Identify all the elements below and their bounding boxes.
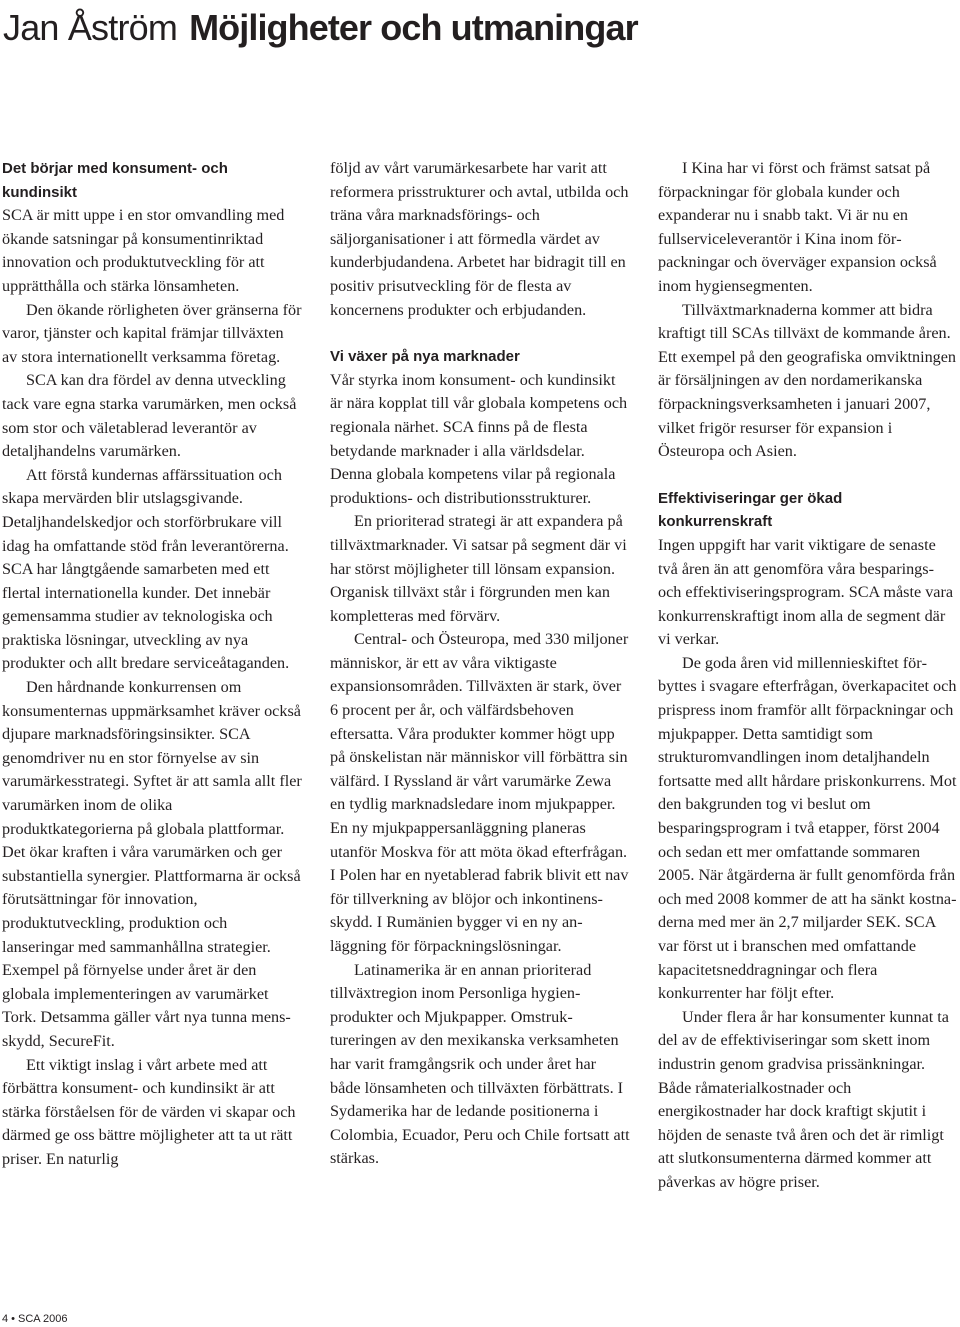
column-1 <box>2 157 302 1172</box>
paragraph: Att förstå kundernas affärssituation och skapa mervärden blir utslagsgivande. Detaljhandelskedjor och storförbrukare vill idag ha omfattande stöd från leverantörerna. SCA har långtgående samarbeten med ett flertal internationella kunder. Det innebär gemensamma studier av teknologiska och praktiska lösningar, utveckling av nya produkter och allt bredare serviceåtaganden. <box>2 465 290 673</box>
section-heading: Det börjar med konsument- och kundinsikt <box>2 160 228 201</box>
paragraph: Latinamerika är en annan prioriterad tillväxtregion inom Personliga hygienprodukter och Mjukpapper. Omstruktureringen av den mexikanska verksamheten har varit framgångsrik och under året har både lönsamheten och tillväxten förbättrats. I Sydamerika har de ledande positionerna i Colombia, Ecuador, Peru och Chile fortsatt att stärkas. <box>330 960 630 1168</box>
page-footer <box>2 1312 68 1326</box>
bullet-separator: • <box>11 1313 15 1325</box>
paragraph: Under flera år har konsumenter kunnat ta del av de effektiviseringar som skett inom industrin genom gradvisa prissänkningar. Både råmaterialkostnader och energikostnader har dock kraftigt skjutit i höjden de senaste två åren och det är rimligt att slutkonsumenterna därmed kommer att påverkas av högre priser. <box>658 1007 949 1191</box>
paragraph: Tillväxtmarknaderna kommer att bidra kraftigt till SCAs tillväxt de kommande åren. Ett exempel på den geografiska omviktningen är försäljningen av den nordamerikanska förpackningsverksamheten i januari 2007, vilket frigör resurser för expansion i Östeuropa och Asien. <box>658 300 957 461</box>
paragraph: En prioriterad strategi är att expandera på tillväxtmarknader. Vi satsar på segment där vi har störst möjligheter till lönsam expansion. Organisk tillväxt står i förgrunden men kan kompletteras med förvärv. <box>330 512 627 625</box>
paragraph: Ett viktigt inslag i vårt arbete med att förbättra konsument- och kundinsikt är att stärka förståelsen för de värden vi skapar och därmed ge oss bättre möjligheter att ta ut rätt priser. En naturlig <box>2 1055 296 1168</box>
paragraph: De goda åren vid millennieskiftet förbyttes i svagare efterfrågan, överkapacitet och prispress inom framför allt förpackningar och mjukpapper. Detta samtidigt som strukturomvandlingen inom detaljhandeln fortsatte med allt hårdare priskonkurrens. Mot den bakgrunden tog vi beslut om besparingsprogram i två etapper, först 2004 och sedan ett mer omfattande sommaren 2005. När åtgärderna är fullt genomförda från och med 2008 kommer de att ha sänkt kostnaderna med mer än 2,7 miljarder SEK. SCA var först ut i branschen med omfattande kapacitetsneddragningar och flera konkurrenter har följt efter. <box>658 653 957 1003</box>
page-title: Möjligheter och utmaningar <box>189 7 638 48</box>
paragraph: Vår styrka inom konsument- och kundinsikt är nära kopplat till vår globala kompetens och regionala närhet. SCA finns på de flesta betydande marknader i alla världsdelar. Denna globala kompetens vilar på regionala produktions- och distributionsstrukturer. <box>330 370 628 507</box>
paragraph: Central- och Östeuropa, med 330 miljoner människor, är ett av våra viktigaste expansionsområden. Tillväxten är stark, över 6 procent per år, och välfärdsbehoven eftersatta. Våra produkter kommer högt upp på önskelistan när människor vill förbättra sin välfärd. I Ryssland är vårt varumärke Zewa en tydlig marknadsledare inom mjukpapper. En ny mjukpappersanläggning planeras utanför Moskva för att möta ökad efterfrågan. I Polen har en nyetablerad fabrik blivit ett nav för tillverkning av blöjor och inkontinensskydd. I Rumänien bygger vi en ny anläggning för förpackningslösningar. <box>330 630 629 955</box>
paragraph: Den ökande rörligheten över gränserna för varor, tjänster och kapital främjar tillväxten av stora internationellt verksamma företag. <box>2 300 302 366</box>
paragraph: Den hårdnande konkurrensen om konsumenternas uppmärksamhet kräver också djupare marknadsföringsinsikter. SCA genomdriver nu en stor förnyelse av sin varumärkesstrategi. Syftet är att samla allt fler varumärken inom de olika produktkategorierna på globala plattformar. Det ökar kraften i våra varumärken och ger substantiella synergier. Plattformarna är också förutsättningar för innovation, produktutveckling, produktion och lanseringar med sammanhållna strategier. Exempel på förnyelse under året är den globala implementeringen av varumärket Tork. Detsamma gäller vårt nya tunna mensskydd, SecureFit. <box>2 678 302 1050</box>
column-2 <box>330 157 630 1171</box>
paragraph: Ingen uppgift har varit viktigare de senaste två åren än att genomföra våra besparings- och effektiviseringsprogram. SCA måste vara konkurrenskraftigt inom alla de segment där vi verkar. <box>658 535 954 649</box>
section-heading: Vi växer på nya marknader <box>330 348 520 366</box>
paragraph: SCA kan dra fördel av denna utveckling tack vare egna starka varumärken, men också som stor och väletablerad leverantör av detaljhandelns varumärken. <box>2 371 297 461</box>
section-heading: Effektiviseringar ger ökad konkurrenskraft <box>658 489 843 531</box>
author-name: Jan Åström <box>3 7 178 48</box>
page-number: 4 <box>2 1313 9 1325</box>
page-header <box>3 6 638 50</box>
publication-name: SCA 2006 <box>17 1313 68 1325</box>
paragraph: I Kina har vi först och främst satsat på förpackningar för globala kunder och expanderar nu i snabb takt. Vi är nu en fullserviceleverantör i Kina inom förpackningar och överväger expansion också inom hygiensegmenten. <box>658 159 937 295</box>
column-3 <box>658 157 958 1195</box>
paragraph: SCA är mitt uppe i en stor omvandling med ökande satsningar på konsumentinriktad innovation och produktutveckling för att upprätthålla och stärka lönsamheten. <box>2 206 285 295</box>
paragraph: följd av vårt varumärkesarbete har varit att reformera prisstrukturer och avtal, utbilda och träna våra marknadsförings- och säljorganisationer i att förmedla värdet av kunderbjudandena. Arbetet har bidragit till en positiv prisutveckling för de flesta av koncernens produkter och erbjudanden. <box>330 159 629 319</box>
